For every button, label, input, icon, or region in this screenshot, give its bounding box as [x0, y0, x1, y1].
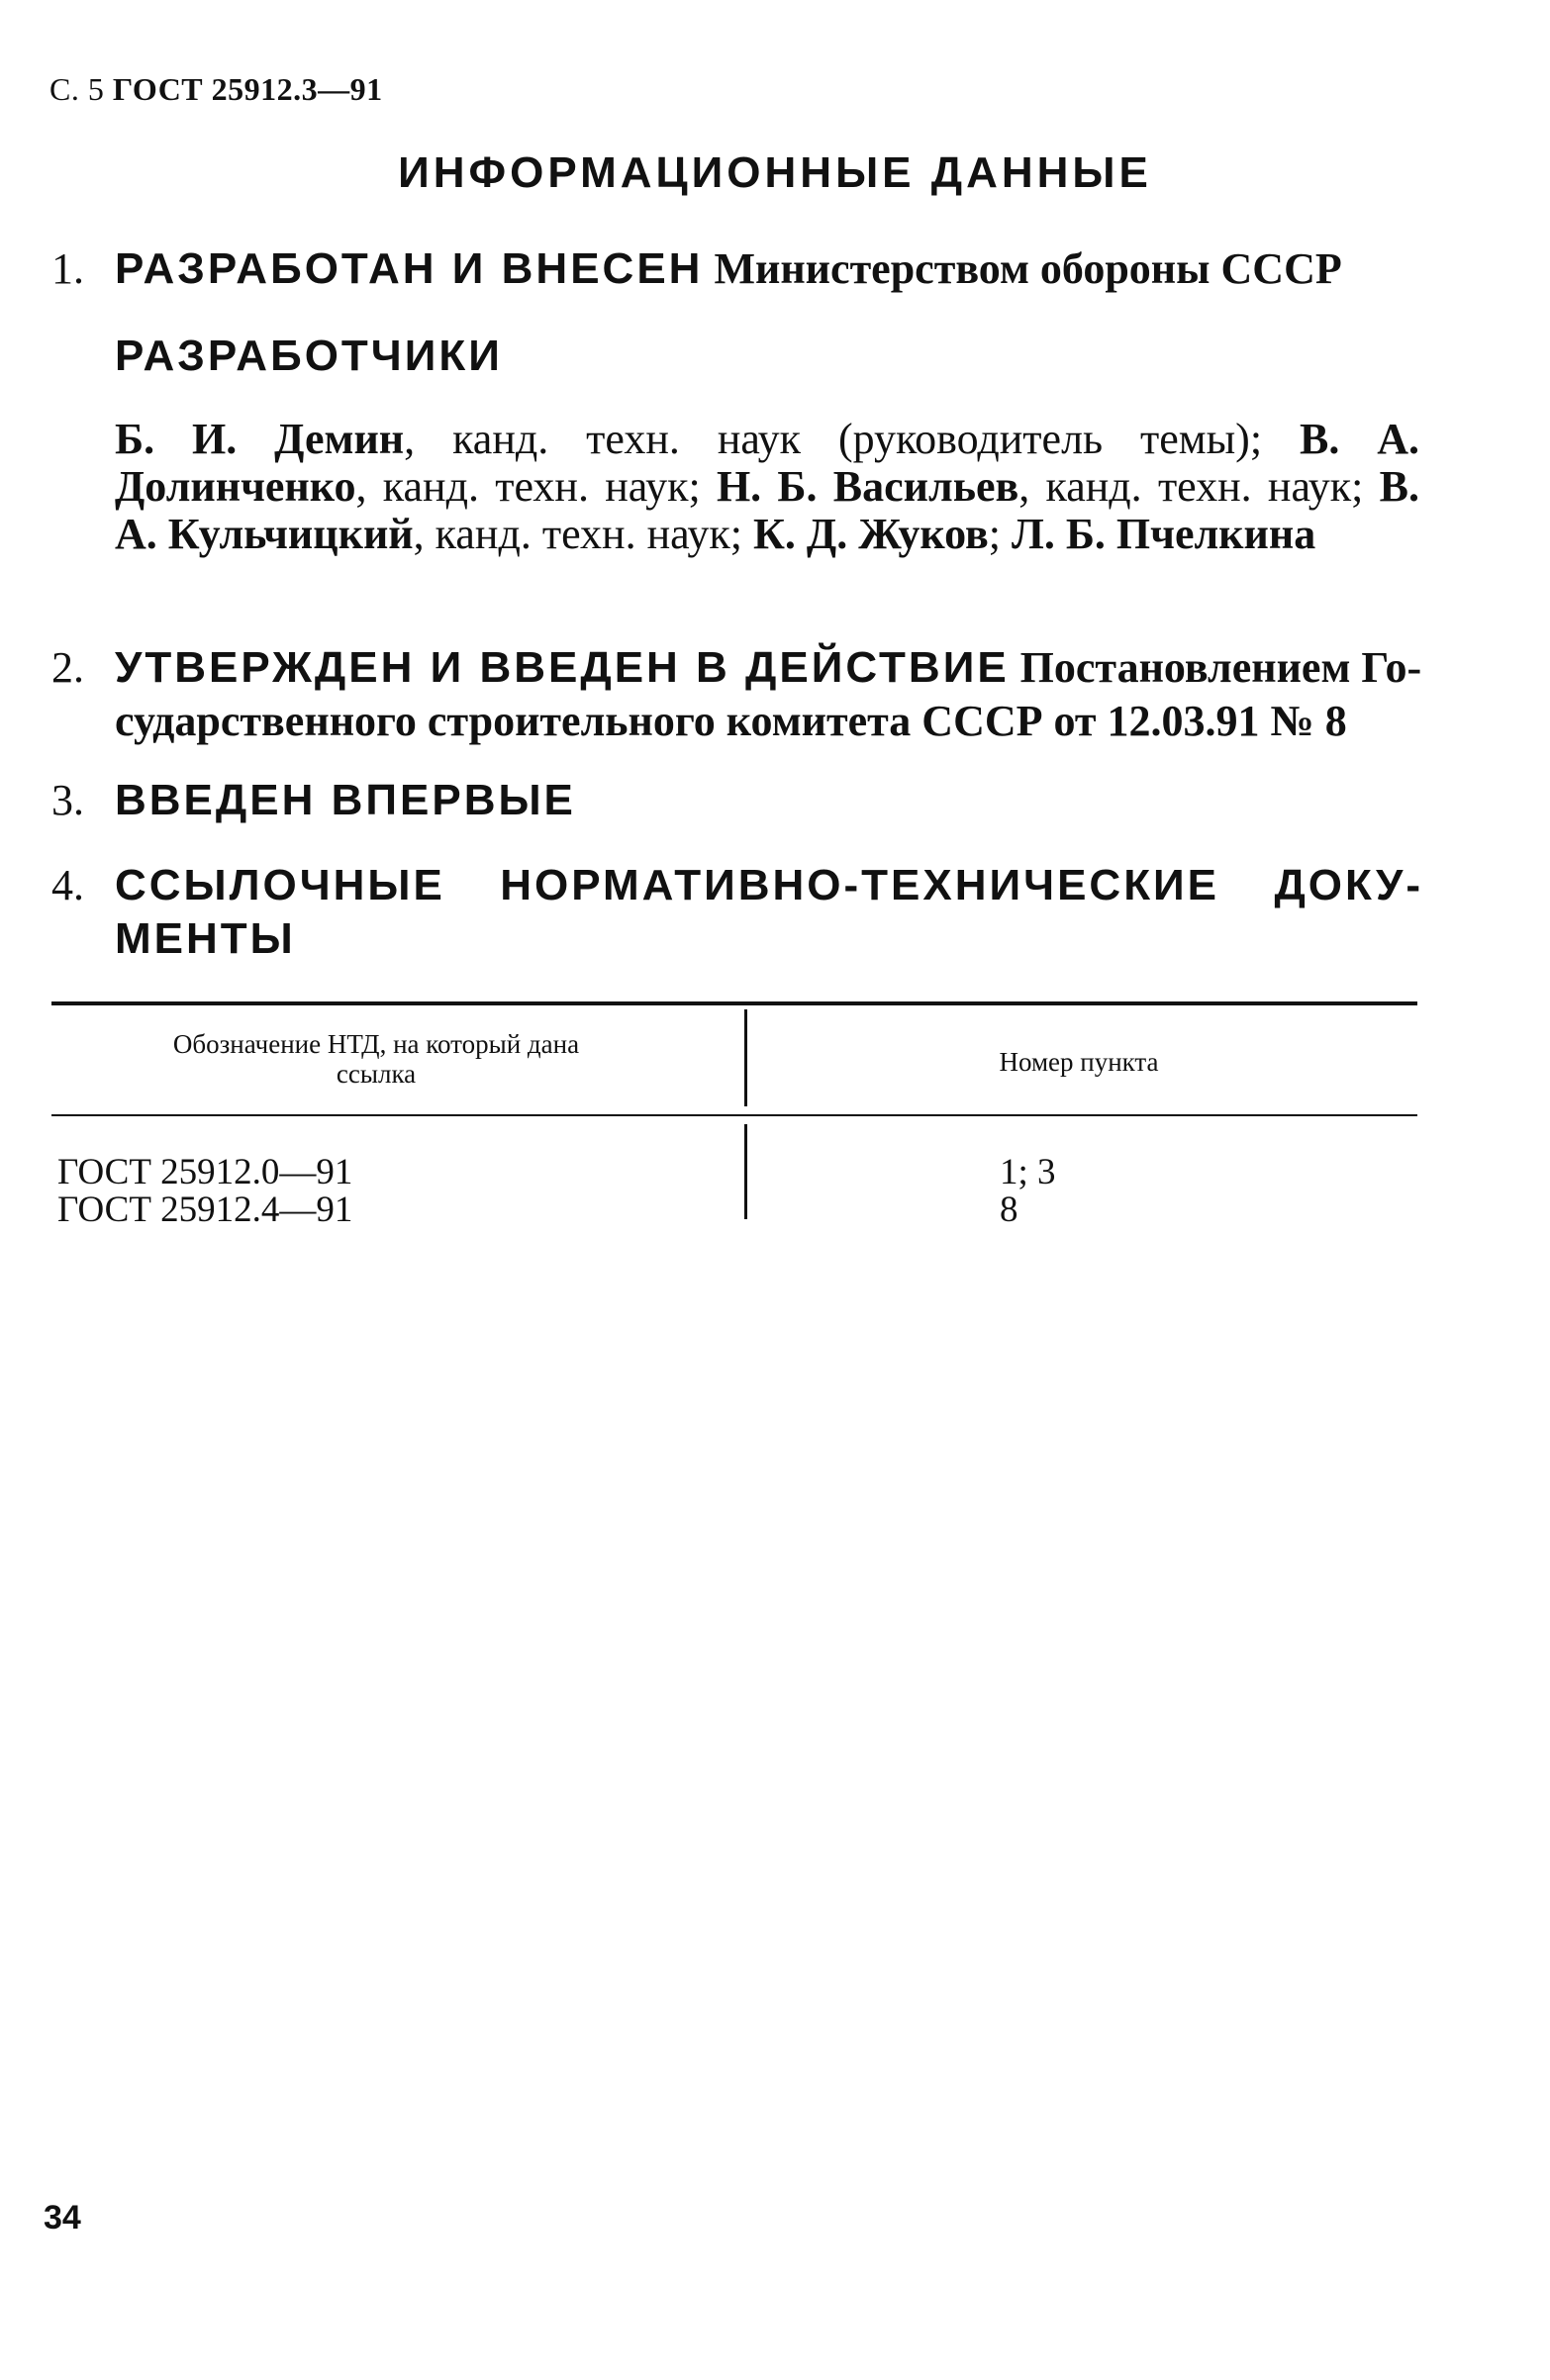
item-3-heading: ВВЕДЕН ВПЕРВЫЕ [115, 776, 576, 824]
item-2-number: 2. [51, 643, 84, 692]
item-2 [51, 641, 1423, 748]
item-4 [51, 859, 1423, 966]
developer-name: Н. Б. Васильев [716, 462, 1019, 511]
developer-name: Л. Б. Пчелкина [1012, 510, 1316, 558]
developer-name: К. Д. Жуков [753, 510, 989, 558]
developers-heading: РАЗРАБОТЧИКИ [115, 332, 503, 380]
item-3 [51, 774, 1423, 827]
page-number: 34 [44, 2199, 81, 2237]
developer-role: ; [988, 510, 1013, 558]
developer-name: Б. И. Демин [115, 415, 405, 463]
item-4-number: 4. [51, 861, 84, 909]
item-1-heading: РАЗРАБОТАН И ВНЕСЕН [115, 244, 704, 293]
table-cell-designation: ГОСТ 25912.4—91 [57, 1190, 353, 1230]
item-4-heading-word: НОРМАТИВНО-ТЕХНИЧЕСКИЕ [500, 861, 1220, 909]
page-header [49, 71, 383, 108]
developers-list [115, 416, 1419, 558]
table-column-divider [744, 1124, 747, 1219]
table-column-divider [744, 1009, 747, 1106]
table-cell-clause: 1; 3 [1000, 1152, 1056, 1192]
item-1 [51, 242, 1423, 296]
table-column-header-clause: Номер пункта [999, 1047, 1159, 1077]
developer-role: , канд. техн. наук (руководитель темы); [404, 415, 1300, 463]
table-header-rule [51, 1114, 1417, 1116]
item-4-heading-line2: МЕНТЫ [115, 914, 296, 963]
item-1-number: 1. [51, 244, 84, 293]
developer-name: В. А. Кульчицкий [115, 462, 1419, 558]
item-2-text-line1: Постановлением Го- [1019, 643, 1422, 692]
section-title: ИНФОРМАЦИОННЫЕ ДАННЫЕ [398, 148, 1152, 197]
header-standard-code: ГОСТ 25912.3—91 [112, 71, 383, 107]
developer-name: В. А. Долинченко [115, 415, 1420, 511]
item-2-text-line2: сударственного строительного комитета СССР от 12.03.91 № 8 [115, 697, 1347, 745]
item-4-heading-word: ССЫЛОЧНЫЕ [115, 861, 445, 909]
developer-role: , канд. техн. наук; [1018, 462, 1380, 511]
table-cell-designation: ГОСТ 25912.0—91 [57, 1152, 353, 1192]
table-column-header-designation: Обозначение НТД, на который дана ссылка [172, 1029, 580, 1089]
developer-role: , канд. техн. наук; [413, 510, 754, 558]
item-2-heading: УТВЕРЖДЕН И ВВЕДЕН В ДЕЙСТВИЕ [115, 643, 1010, 692]
item-4-heading-word: ДОКУ- [1274, 861, 1423, 909]
header-page-prefix: С. 5 [49, 71, 105, 107]
developer-role: , канд. техн. наук; [355, 462, 717, 511]
item-1-text: Министерством обороны СССР [714, 244, 1342, 293]
table-cell-clause: 8 [1000, 1190, 1018, 1230]
table-top-rule [51, 1001, 1417, 1005]
item-3-number: 3. [51, 776, 84, 824]
